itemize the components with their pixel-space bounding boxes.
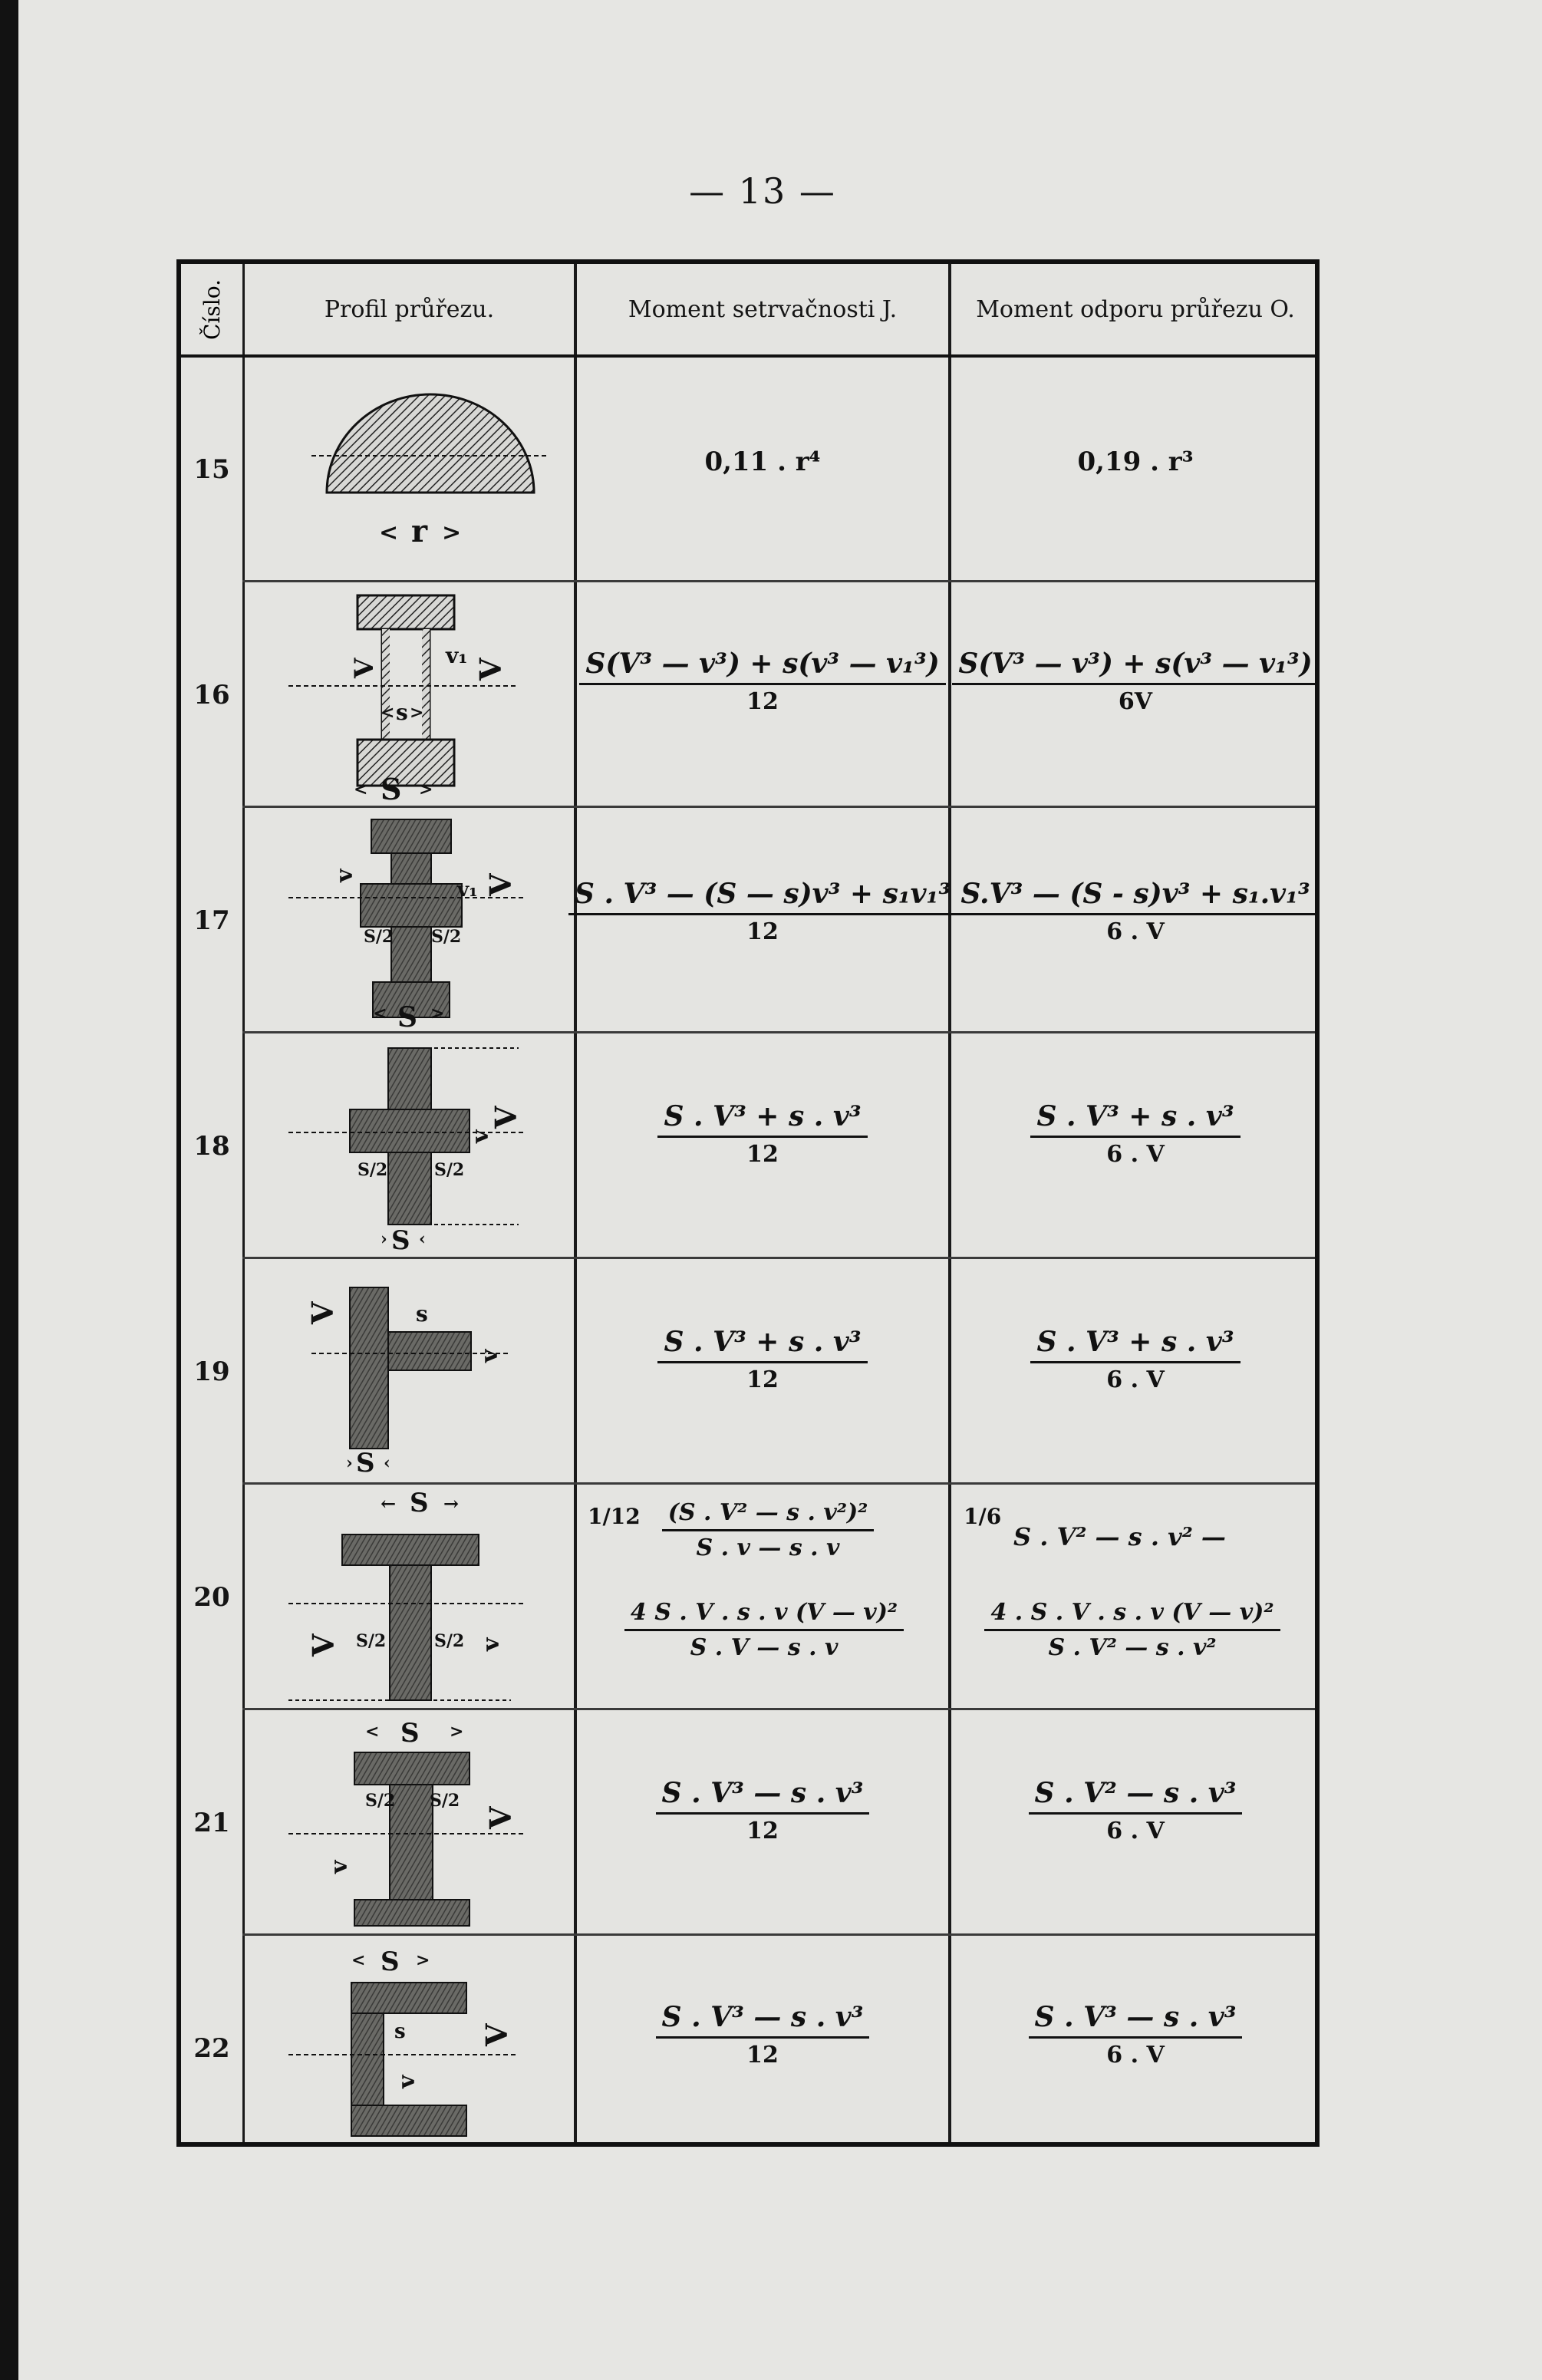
svg-text:v: v bbox=[476, 1349, 503, 1363]
inertia-formula: 0,11 . r⁴ bbox=[704, 447, 821, 477]
svg-text:V: V bbox=[305, 1301, 340, 1324]
svg-text:<: < bbox=[354, 780, 368, 799]
modulus-formula: S . V² — s . v³ 6 . V bbox=[951, 1777, 1320, 1844]
svg-text:‹: ‹ bbox=[419, 1229, 426, 1249]
row-number: 22 bbox=[193, 2033, 230, 2064]
svg-text:>: > bbox=[419, 780, 433, 799]
svg-text:>: > bbox=[430, 1004, 445, 1024]
header-moment-inertia: Moment setrvačnosti J. bbox=[628, 295, 898, 323]
i-beam-hollow-profile bbox=[265, 586, 572, 809]
svg-text:v: v bbox=[331, 869, 358, 882]
svg-text:v₁: v₁ bbox=[446, 643, 468, 668]
modulus-formula: S . V³ + s . v³ 6 . V bbox=[951, 1100, 1320, 1168]
svg-text:>: > bbox=[450, 1722, 464, 1742]
svg-text:<: < bbox=[381, 703, 395, 723]
svg-text:S: S bbox=[397, 1001, 417, 1033]
inertia-formula-part1: $\frac{\text{(S . V² — s . v²)²}}{S . v — s . v}$ bbox=[641, 1499, 895, 1561]
row-number: 20 bbox=[193, 1582, 230, 1613]
row-number: 15 bbox=[193, 454, 230, 485]
scan-border bbox=[0, 0, 18, 2380]
row-rule bbox=[242, 580, 1315, 582]
modulus-formula: S(V³ — v³) + s(v³ — v₁³) 6V bbox=[951, 648, 1320, 715]
svg-text:<: < bbox=[379, 519, 399, 546]
modulus-prefactor: 1/6 bbox=[964, 1504, 1002, 1529]
row-number: 19 bbox=[193, 1356, 230, 1387]
svg-text:S/2: S/2 bbox=[431, 927, 462, 947]
header-rule bbox=[181, 354, 1315, 358]
svg-text:s: s bbox=[416, 1301, 428, 1327]
row-number: 21 bbox=[193, 1808, 230, 1838]
i-beam-profile bbox=[265, 1714, 572, 1937]
svg-text:s: s bbox=[396, 700, 408, 725]
header-profile: Profil průřezu. bbox=[324, 295, 495, 323]
svg-text:›: › bbox=[381, 1229, 387, 1249]
modulus-formula: S . V³ — s . v³ 6 . V bbox=[951, 2001, 1320, 2068]
svg-text:<: < bbox=[365, 1722, 380, 1742]
svg-text:S/2: S/2 bbox=[434, 1160, 465, 1180]
cross-profile bbox=[265, 1037, 572, 1260]
svg-text:V: V bbox=[483, 1806, 518, 1829]
svg-text:<: < bbox=[373, 1004, 387, 1024]
page-number: — 13 — bbox=[689, 170, 836, 212]
svg-text:S: S bbox=[400, 1718, 420, 1749]
svg-text:>: > bbox=[442, 519, 462, 546]
semicircle-profile bbox=[296, 379, 572, 571]
row-number: 18 bbox=[193, 1131, 230, 1162]
svg-text:S/2: S/2 bbox=[356, 1631, 387, 1651]
svg-text:→: → bbox=[443, 1492, 460, 1515]
t-profile bbox=[265, 1488, 572, 1711]
svg-text:›: › bbox=[346, 1453, 353, 1473]
svg-text:v: v bbox=[467, 1129, 494, 1143]
page bbox=[18, 0, 1542, 2380]
svg-text:S: S bbox=[410, 1488, 429, 1518]
svg-text:S/2: S/2 bbox=[434, 1631, 465, 1651]
svg-text:v: v bbox=[478, 1637, 505, 1651]
svg-text:V: V bbox=[349, 658, 380, 678]
svg-text:V: V bbox=[306, 1633, 341, 1656]
modulus-formula: 0,19 . r³ bbox=[1077, 447, 1194, 477]
inertia-formula: S . V³ — s . v³ 12 bbox=[577, 2001, 948, 2068]
column-divider bbox=[574, 264, 577, 2142]
svg-text:V: V bbox=[489, 1106, 523, 1129]
column-divider bbox=[948, 264, 951, 2142]
modulus-formula-part2: $\frac{\text{4 . S . V . s . v (V — v)²}}{\text{S . V² — s . v²}}$ bbox=[964, 1599, 1301, 1661]
svg-text:‹: ‹ bbox=[384, 1453, 390, 1473]
header-section-modulus: Moment odporu průřezu O. bbox=[976, 295, 1295, 323]
svg-text:V: V bbox=[483, 873, 518, 896]
svg-text:S: S bbox=[391, 1225, 410, 1256]
radius-label: r bbox=[411, 513, 428, 549]
row-number: 17 bbox=[193, 905, 230, 936]
channel-profile bbox=[265, 1940, 572, 2147]
modulus-formula: S . V³ + s . v³ 6 . V bbox=[951, 1326, 1320, 1393]
header-number: Číslo. bbox=[199, 279, 225, 340]
t-profile-side bbox=[265, 1263, 572, 1485]
svg-text:v: v bbox=[326, 1860, 353, 1874]
svg-text:S/2: S/2 bbox=[364, 927, 394, 947]
inertia-formula: S . V³ — (S — s)v³ + s₁v₁³ 12 bbox=[577, 878, 948, 945]
svg-text:>: > bbox=[416, 1950, 430, 1970]
svg-text:S/2: S/2 bbox=[365, 1791, 396, 1811]
modulus-formula: S.V³ — (S - s)v³ + s₁.v₁³ 6 . V bbox=[951, 878, 1320, 945]
row-number: 16 bbox=[193, 680, 230, 710]
inertia-formula-part2: $\frac{\text{4 S . V . s . v (V — v)²}}{S . V — s . v}$ bbox=[611, 1599, 918, 1661]
svg-text:V: V bbox=[479, 2023, 514, 2046]
svg-text:S/2: S/2 bbox=[357, 1160, 388, 1180]
column-divider bbox=[242, 264, 245, 2142]
svg-text:v₁: v₁ bbox=[457, 878, 478, 902]
svg-text:<: < bbox=[351, 1950, 366, 1970]
inertia-formula: S . V³ — s . v³ 12 bbox=[577, 1777, 948, 1844]
cross-i-profile bbox=[265, 812, 572, 1034]
svg-text:S/2: S/2 bbox=[430, 1791, 460, 1811]
inertia-prefactor: 1/12 bbox=[588, 1504, 641, 1529]
svg-text:s: s bbox=[394, 2020, 406, 2043]
svg-text:V: V bbox=[473, 658, 508, 681]
formula-table bbox=[176, 259, 1320, 2147]
svg-text:v: v bbox=[394, 2075, 420, 2088]
modulus-formula-part1: S . V² — s . v² — bbox=[1013, 1522, 1226, 1551]
inertia-formula: S . V³ + s . v³ 12 bbox=[577, 1326, 948, 1393]
inertia-formula: S . V³ + s . v³ 12 bbox=[577, 1100, 948, 1168]
svg-text:S: S bbox=[356, 1448, 375, 1478]
svg-text:S: S bbox=[381, 1947, 400, 1977]
svg-text:←: ← bbox=[381, 1492, 397, 1515]
svg-text:>: > bbox=[410, 703, 424, 723]
inertia-formula: S(V³ — v³) + s(v³ — v₁³) 12 bbox=[577, 648, 948, 715]
svg-text:S: S bbox=[381, 772, 402, 806]
